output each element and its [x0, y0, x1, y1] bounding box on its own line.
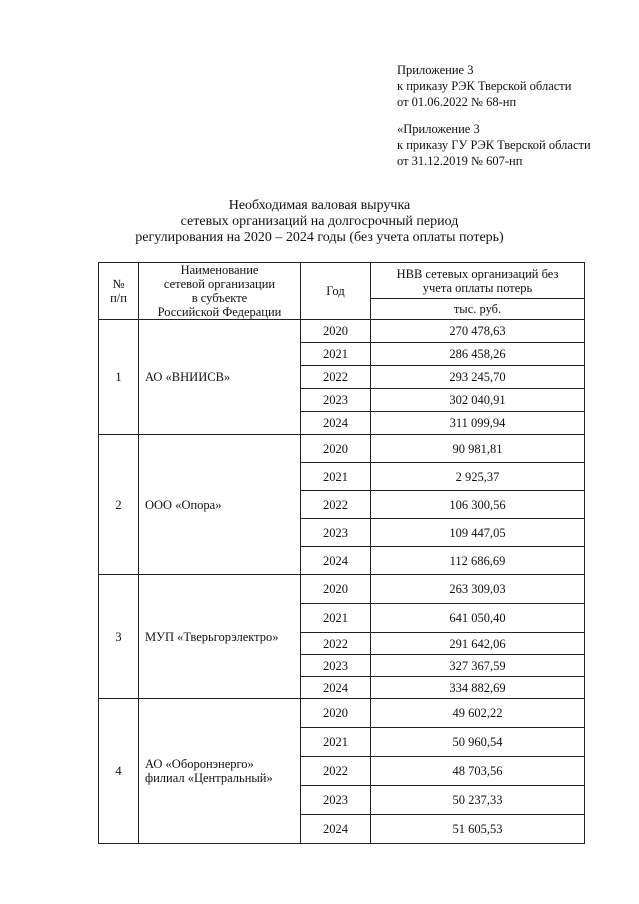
org-name [139, 699, 301, 844]
title-line: сетевых организаций на долгосрочный период [180, 214, 459, 229]
org-name-line: АО «Оборонэнерго» [145, 757, 254, 771]
year-cell: 2022 [301, 366, 371, 389]
value-cell: 109 447,05 [371, 519, 585, 547]
org-name [139, 320, 301, 435]
year-cell: 2023 [301, 389, 371, 412]
value-cell: 48 703,56 [371, 757, 585, 786]
org-name-line: ООО «Опора» [145, 497, 222, 512]
value-cell: 291 642,06 [371, 633, 585, 655]
value-cell: 50 237,33 [371, 786, 585, 815]
org-name-line: МУП «Тверьгорэлектро» [145, 629, 279, 644]
value-cell: 302 040,91 [371, 389, 585, 412]
value-cell: 2 925,37 [371, 463, 585, 491]
year-cell: 2023 [301, 655, 371, 677]
year-cell: 2024 [301, 677, 371, 699]
year-cell: 2022 [301, 757, 371, 786]
year-cell: 2020 [301, 699, 371, 728]
appendix-line: Приложение 3 [397, 63, 474, 77]
year-cell: 2021 [301, 604, 371, 633]
value-cell: 50 960,54 [371, 728, 585, 757]
value-cell: 293 245,70 [371, 366, 585, 389]
year-cell: 2023 [301, 519, 371, 547]
appendix-line: от 01.06.2022 № 68-нп [397, 95, 517, 109]
year-cell: 2021 [301, 463, 371, 491]
table-row [99, 435, 585, 463]
year-cell: 2024 [301, 412, 371, 435]
header-num-line: № [112, 277, 125, 291]
value-cell: 49 602,22 [371, 699, 585, 728]
table-row [99, 575, 585, 604]
value-cell: 334 882,69 [371, 677, 585, 699]
year-cell: 2020 [301, 575, 371, 604]
year-cell: 2024 [301, 815, 371, 844]
table-row [99, 320, 585, 343]
org-name [139, 435, 301, 575]
appendix-reference-original [397, 121, 633, 169]
org-num: 4 [99, 699, 139, 844]
table-row [99, 699, 585, 728]
org-num: 2 [99, 435, 139, 575]
year-cell: 2020 [301, 320, 371, 343]
header-nvv-line: учета оплаты потерь [422, 280, 533, 295]
value-cell: 51 605,53 [371, 815, 585, 844]
org-name [139, 575, 301, 699]
value-cell: 327 367,59 [371, 655, 585, 677]
org-num: 3 [99, 575, 139, 699]
value-cell: 112 686,69 [371, 547, 585, 575]
header-org-line: Наименование [180, 263, 259, 277]
year-cell: 2021 [301, 728, 371, 757]
value-cell: 641 050,40 [371, 604, 585, 633]
title-line: регулирования на 2020 – 2024 годы (без учета оплаты потерь) [135, 230, 504, 245]
header-org-line: Российской Федерации [157, 305, 282, 319]
appendix-line: к приказу РЭК Тверской области [397, 79, 572, 93]
value-cell: 90 981,81 [371, 435, 585, 463]
year-cell: 2021 [301, 343, 371, 366]
year-cell: 2023 [301, 786, 371, 815]
header-org-line: в субъекте [191, 291, 248, 305]
value-cell: 106 300,56 [371, 491, 585, 519]
value-cell: 270 478,63 [371, 320, 585, 343]
year-cell: 2022 [301, 633, 371, 655]
header-org-line: сетевой организации [163, 277, 276, 291]
header-nvv-line: НВВ сетевых организаций без [396, 266, 559, 281]
header-nvv [371, 263, 585, 299]
title-line: Необходимая валовая выручка [228, 198, 411, 213]
value-cell: 263 309,03 [371, 575, 585, 604]
document-title [0, 198, 639, 246]
header-num-line: п/п [110, 291, 127, 305]
header-unit: тыс. руб. [371, 299, 585, 320]
year-cell: 2020 [301, 435, 371, 463]
header-num [99, 263, 139, 320]
org-name-line: филиал «Центральный» [145, 771, 273, 785]
appendix-line: от 31.12.2019 № 607-нп [397, 154, 523, 168]
appendix-line: к приказу ГУ РЭК Тверской области [397, 138, 591, 152]
year-cell: 2022 [301, 491, 371, 519]
header-org [139, 263, 301, 320]
appendix-reference-current [397, 62, 633, 110]
header-year: Год [301, 263, 371, 320]
value-cell: 286 458,26 [371, 343, 585, 366]
table-header-row [99, 263, 585, 299]
org-num: 1 [99, 320, 139, 435]
year-cell: 2024 [301, 547, 371, 575]
nvv-table [98, 262, 585, 844]
value-cell: 311 099,94 [371, 412, 585, 435]
org-name-line: АО «ВНИИСВ» [145, 370, 231, 384]
appendix-line: «Приложение 3 [397, 122, 480, 136]
